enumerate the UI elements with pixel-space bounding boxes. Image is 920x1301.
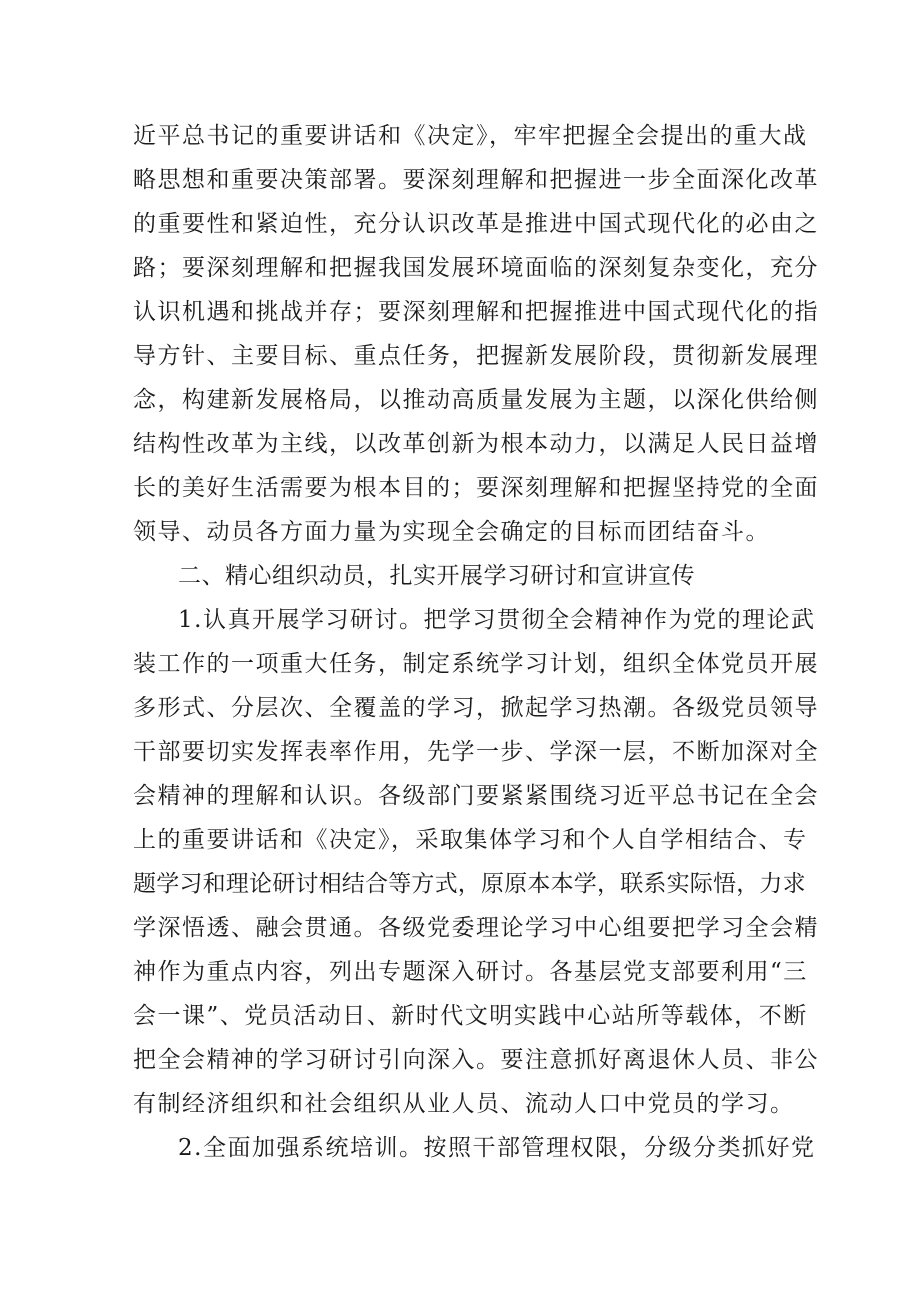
paragraph-line: 领导、动员各方面力量为实现全会确定的目标而团结奋斗。 [133, 519, 770, 545]
paragraph-line: 会一课”、党员活动日、新时代文明实践中心站所等载体，不断 [133, 1003, 808, 1029]
paragraph-line: 2.全面加强系统培训。按照干部管理权限，分级分类抓好党 [178, 1135, 816, 1161]
paragraph-line: 结构性改革为主线，以改革创新为根本动力，以满足人民日益增 [133, 431, 819, 457]
paragraph-line: 题学习和理论研讨相结合等方式，原原本本学，联系实际悟，力求 [133, 871, 806, 897]
paragraph-line: 神作为重点内容，列出专题深入研讨。各基层党支部要利用“三 [133, 959, 808, 985]
paragraph-line: 念，构建新发展格局，以推动高质量发展为主题，以深化供给侧 [133, 387, 819, 413]
paragraph-line: 干部要切实发挥表率作用，先学一步、学深一层，不断加深对全 [133, 739, 819, 765]
paragraph-line: 近平总书记的重要讲话和《决定》，牢牢把握全会提出的重大战 [133, 123, 808, 149]
paragraph-line: 略思想和重要决策部署。要深刻理解和把握进一步全面深化改革 [133, 167, 819, 193]
paragraph-line: 学深悟透、融会贯通。各级党委理论学习中心组要把学习全会精 [133, 915, 819, 941]
paragraph-line: 导方针、主要目标、重点任务，把握新发展阶段，贯彻新发展理 [133, 343, 819, 369]
paragraph-line: 装工作的一项重大任务，制定系统学习计划，组织全体党员开展 [133, 651, 819, 677]
paragraph-line: 的重要性和紧迫性，充分认识改革是推进中国式现代化的必由之 [133, 211, 819, 237]
paragraph-line: 会精神的理解和认识。各级部门要紧紧围绕习近平总书记在全会 [133, 783, 819, 809]
paragraph-line: 多形式、分层次、全覆盖的学习，掀起学习热潮。各级党员领导 [133, 695, 819, 721]
paragraph-line: 1.认真开展学习研讨。把学习贯彻全会精神作为党的理论武 [178, 607, 816, 633]
section-heading: 二、精心组织动员，扎实开展学习研讨和宣讲宣传 [178, 563, 695, 589]
paragraph-line: 有制经济组织和社会组织从业人员、流动人口中党员的学习。 [133, 1091, 795, 1117]
paragraph-line: 路；要深刻理解和把握我国发展环境面临的深刻复杂变化，充分 [133, 255, 819, 281]
paragraph-line: 把全会精神的学习研讨引向深入。要注意抓好离退休人员、非公 [133, 1047, 819, 1073]
paragraph-line: 认识机遇和挑战并存；要深刻理解和把握推进中国式现代化的指 [133, 299, 819, 325]
paragraph-line: 上的重要讲话和《决定》，采取集体学习和个人自学相结合、专 [133, 827, 808, 853]
paragraph-line: 长的美好生活需要为根本目的；要深刻理解和把握坚持党的全面 [133, 475, 819, 501]
